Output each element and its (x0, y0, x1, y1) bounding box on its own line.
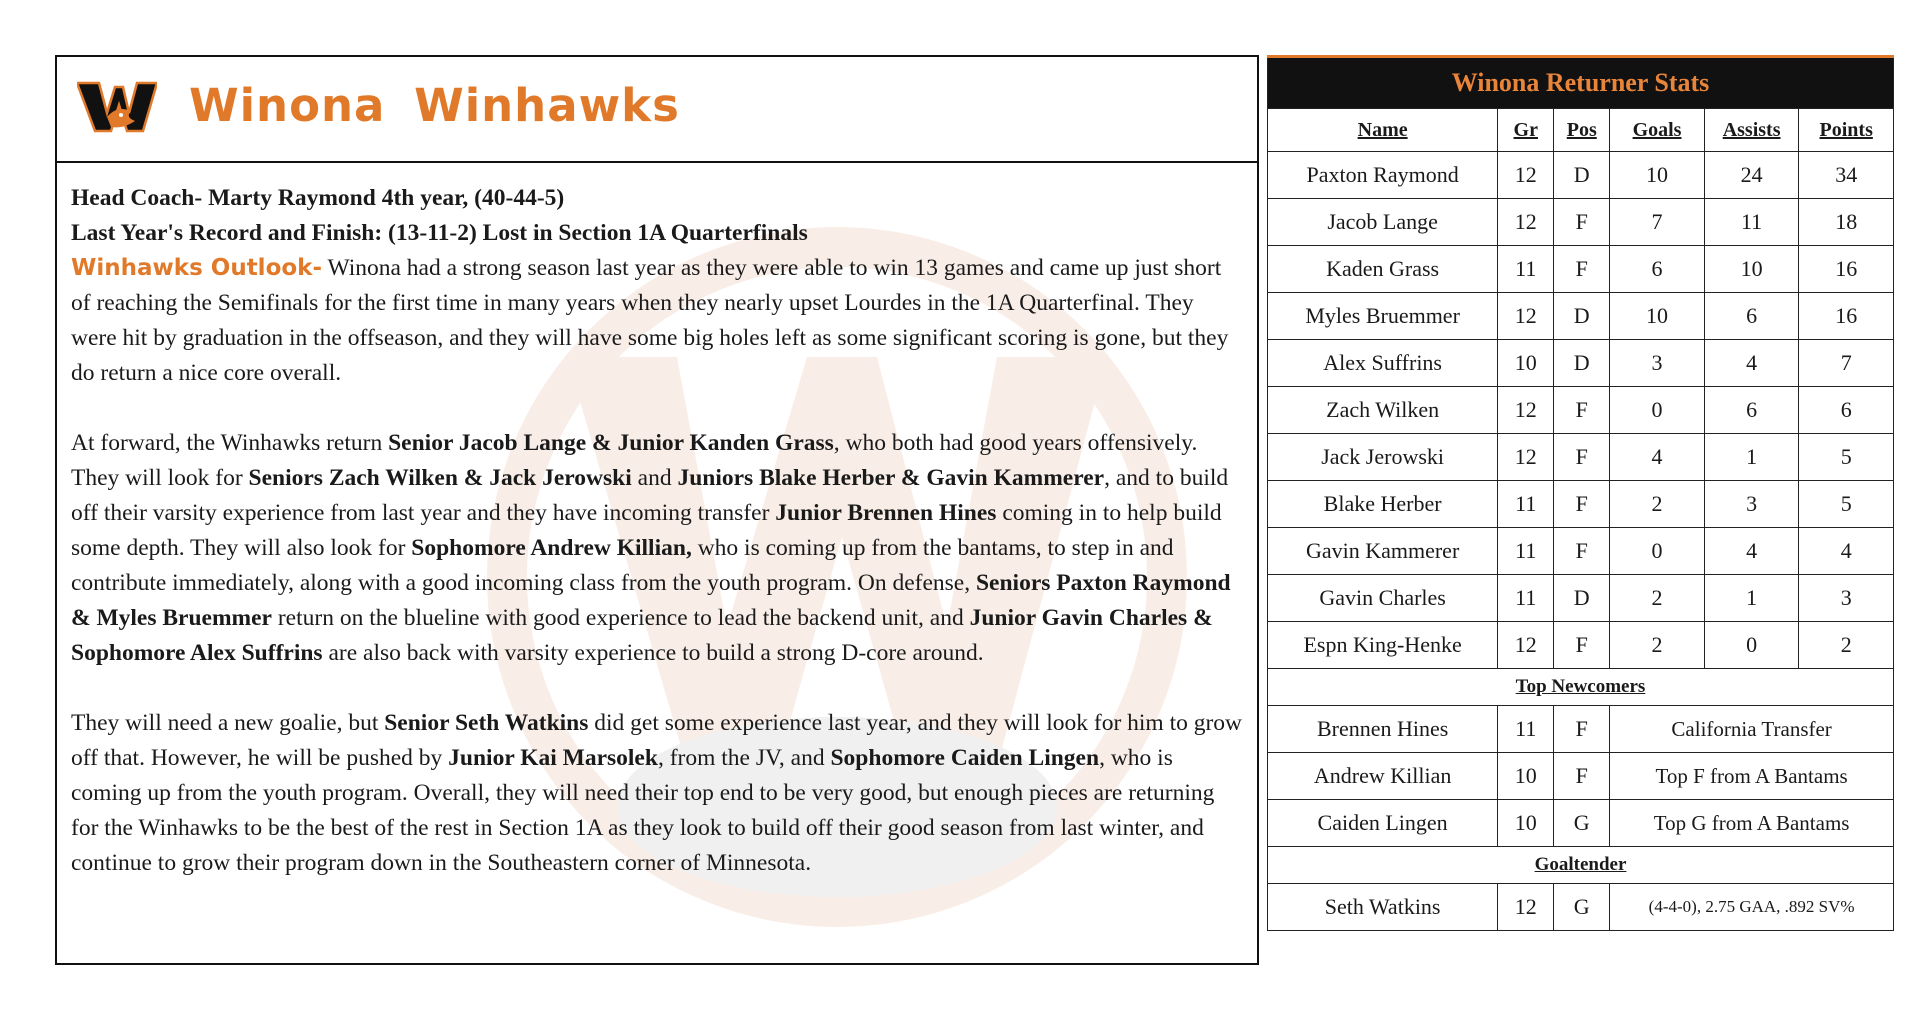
stat-cell: 5 (1799, 434, 1894, 481)
stat-cell: Paxton Raymond (1268, 152, 1498, 199)
text-segment: They will need a new goalie, but (71, 710, 385, 736)
stat-cell: 0 (1704, 622, 1799, 669)
stat-cell: 12 (1498, 293, 1554, 340)
stat-cell: 6 (1704, 293, 1799, 340)
stat-cell: 2 (1799, 622, 1894, 669)
outlook-paragraph-2 (71, 426, 1243, 671)
stat-cell: F (1554, 481, 1610, 528)
table-row (1268, 622, 1894, 669)
table-row (1268, 434, 1894, 481)
stat-cell: 5 (1799, 481, 1894, 528)
stat-cell: F (1554, 528, 1610, 575)
outlook-label: Winhawks Outlook- (71, 255, 323, 281)
stat-cell: 10 (1704, 246, 1799, 293)
column-header: Pos (1554, 109, 1610, 152)
stat-cell: F (1554, 434, 1610, 481)
newcomer-row (1268, 706, 1894, 753)
stat-cell: 3 (1799, 575, 1894, 622)
text-segment: who is coming up from the bantams, to step in and contribute immediately, along with a good incoming class from the youth program. On defense, (71, 535, 1174, 596)
stats-header-row (1268, 109, 1894, 152)
outlook-paragraph-3 (71, 706, 1243, 881)
bold-text-segment: Seniors Zach Wilken & Jack Jerowski (248, 465, 632, 491)
text-segment: , who is coming up from the youth program. Overall, they will need their top end to be very good, but enough pieces are returning for the Winhawks to be the best of the rest in Section 1A as they look to build off their good season from last winter, and continue to grow their program down in the Southeastern corner of Minnesota. (71, 745, 1215, 876)
bold-text-segment: Junior Kai Marsolek (448, 745, 658, 771)
stat-cell: 34 (1799, 152, 1894, 199)
stat-cell: 10 (1610, 152, 1705, 199)
stat-cell: 1 (1704, 434, 1799, 481)
returner-stats-table (1267, 55, 1894, 931)
stat-cell: 2 (1610, 575, 1705, 622)
bold-text-segment: Juniors Blake Herber & Gavin Kammerer (677, 465, 1105, 491)
outlook-text-1: Winona had a strong season last year as they were able to win 13 games and came up just short of reaching the Semifinals for the first time in many years when they nearly upset Lourdes in the 1A Quarterfinal. They were hit by graduation in the offseason, and they will have some big holes left as some significant scoring is gone, but they do return a nice core overall. (71, 255, 1229, 386)
stat-cell: 7 (1610, 199, 1705, 246)
team-preview-panel (55, 55, 1259, 965)
stat-cell: Jacob Lange (1268, 199, 1498, 246)
column-header: Assists (1704, 109, 1799, 152)
column-header: Points (1799, 109, 1894, 152)
winhawks-logo-icon (77, 77, 157, 137)
stat-cell: 12 (1498, 622, 1554, 669)
bold-text-segment: Seniors Paxton Raymond & Myles Bruemmer (71, 570, 1231, 631)
newcomers-title: Top Newcomers (1268, 669, 1894, 706)
stat-cell: 12 (1498, 434, 1554, 481)
newcomer-cell: Brennen Hines (1268, 706, 1498, 753)
goalie-row (1268, 884, 1894, 931)
column-header: Gr (1498, 109, 1554, 152)
newcomer-cell: 11 (1498, 706, 1554, 753)
goalie-cell: Seth Watkins (1268, 884, 1498, 931)
stat-cell: 12 (1498, 199, 1554, 246)
text-segment: coming in to help build some depth. They will also look for (71, 500, 1222, 561)
stat-cell: 16 (1799, 246, 1894, 293)
stat-cell: D (1554, 575, 1610, 622)
goalie-cell: 12 (1498, 884, 1554, 931)
text-segment: did get some experience last year, and they will look for him to grow off that. However, he will be pushed by (71, 710, 1243, 771)
stat-cell: Kaden Grass (1268, 246, 1498, 293)
table-row (1268, 246, 1894, 293)
stat-cell: 0 (1610, 528, 1705, 575)
stat-cell: 4 (1704, 528, 1799, 575)
newcomer-row (1268, 800, 1894, 847)
column-header: Goals (1610, 109, 1705, 152)
bold-text-segment: Senior Jacob Lange & Junior Kanden Grass (388, 430, 834, 456)
goaltender-title: Goaltender (1268, 847, 1894, 884)
stat-cell: Espn King-Henke (1268, 622, 1498, 669)
newcomer-note: Top G from A Bantams (1610, 800, 1894, 847)
stat-cell: 1 (1704, 575, 1799, 622)
head-coach-line: Head Coach- Marty Raymond 4th year, (40-44-5) (71, 185, 565, 211)
stat-cell: 3 (1704, 481, 1799, 528)
bold-text-segment: Senior Seth Watkins (384, 710, 589, 736)
table-row (1268, 528, 1894, 575)
team-title: Winona Winhawks (189, 79, 680, 132)
stat-cell: 4 (1799, 528, 1894, 575)
goaltender-section-row (1268, 847, 1894, 884)
text-segment: At forward, the Winhawks return (71, 430, 389, 456)
stat-cell: F (1554, 622, 1610, 669)
stat-cell: 11 (1704, 199, 1799, 246)
stat-cell: 12 (1498, 387, 1554, 434)
stat-cell: F (1554, 246, 1610, 293)
stat-cell: 24 (1704, 152, 1799, 199)
table-row (1268, 387, 1894, 434)
stat-cell: Gavin Kammerer (1268, 528, 1498, 575)
table-row (1268, 152, 1894, 199)
stat-cell: 12 (1498, 152, 1554, 199)
table-row (1268, 199, 1894, 246)
stat-cell: D (1554, 340, 1610, 387)
outlook-paragraph-1 (71, 251, 1243, 391)
newcomer-cell: 10 (1498, 800, 1554, 847)
stat-cell: 0 (1610, 387, 1705, 434)
stat-cell: 18 (1799, 199, 1894, 246)
bold-text-segment: Junior Brennen Hines (775, 500, 997, 526)
goalie-stats: (4-4-0), 2.75 GAA, .892 SV% (1610, 884, 1894, 931)
stat-cell: 7 (1799, 340, 1894, 387)
bold-text-segment: Sophomore Andrew Killian, (411, 535, 692, 561)
bold-text-segment: Sophomore Caiden Lingen (830, 745, 1100, 771)
table-row (1268, 481, 1894, 528)
team-header (57, 57, 1257, 163)
stat-cell: 6 (1799, 387, 1894, 434)
stat-cell: Alex Suffrins (1268, 340, 1498, 387)
stat-cell: Zach Wilken (1268, 387, 1498, 434)
stat-cell: Jack Jerowski (1268, 434, 1498, 481)
column-header: Name (1268, 109, 1498, 152)
newcomer-cell: F (1554, 753, 1610, 800)
stat-cell: 2 (1610, 622, 1705, 669)
stat-cell: D (1554, 152, 1610, 199)
stat-cell: 11 (1498, 246, 1554, 293)
text-segment: , and to build off their varsity experience from last year and they have incoming transfer (71, 465, 1229, 526)
stat-cell: 10 (1498, 340, 1554, 387)
stat-cell: D (1554, 293, 1610, 340)
newcomer-cell: Caiden Lingen (1268, 800, 1498, 847)
table-row (1268, 293, 1894, 340)
stat-cell: 3 (1610, 340, 1705, 387)
bold-text-segment: Junior Gavin Charles & Sophomore Alex Suffrins (71, 605, 1213, 666)
text-segment: return on the blueline with good experience to lead the backend unit, and (271, 605, 970, 631)
stat-cell: 6 (1704, 387, 1799, 434)
preview-body (57, 163, 1257, 881)
stat-cell: Blake Herber (1268, 481, 1498, 528)
stat-cell: 2 (1610, 481, 1705, 528)
newcomer-row (1268, 753, 1894, 800)
newcomer-cell: 10 (1498, 753, 1554, 800)
text-segment: , from the JV, and (657, 745, 831, 771)
text-segment: and (631, 465, 678, 491)
newcomer-note: California Transfer (1610, 706, 1894, 753)
last-year-record: Last Year's Record and Finish: (13-11-2) Lost in Section 1A Quarterfinals (71, 220, 808, 246)
stat-cell: 11 (1498, 481, 1554, 528)
text-segment: , who both had good years offensively. They will look for (71, 430, 1198, 491)
table-row (1268, 340, 1894, 387)
stat-cell: 6 (1610, 246, 1705, 293)
text-segment: are also back with varsity experience to build a strong D-core around. (322, 640, 984, 666)
stat-cell: 4 (1610, 434, 1705, 481)
stat-cell: F (1554, 199, 1610, 246)
newcomers-section-row (1268, 669, 1894, 706)
newcomer-cell: F (1554, 706, 1610, 753)
stat-cell: 10 (1610, 293, 1705, 340)
table-row (1268, 575, 1894, 622)
newcomer-note: Top F from A Bantams (1610, 753, 1894, 800)
stat-cell: 11 (1498, 528, 1554, 575)
stat-cell: 16 (1799, 293, 1894, 340)
goalie-cell: G (1554, 884, 1610, 931)
stat-cell: 11 (1498, 575, 1554, 622)
newcomer-cell: Andrew Killian (1268, 753, 1498, 800)
stat-cell: Gavin Charles (1268, 575, 1498, 622)
stat-cell: 4 (1704, 340, 1799, 387)
stat-cell: Myles Bruemmer (1268, 293, 1498, 340)
stat-cell: F (1554, 387, 1610, 434)
newcomer-cell: G (1554, 800, 1610, 847)
stats-title: Winona Returner Stats (1268, 57, 1894, 109)
